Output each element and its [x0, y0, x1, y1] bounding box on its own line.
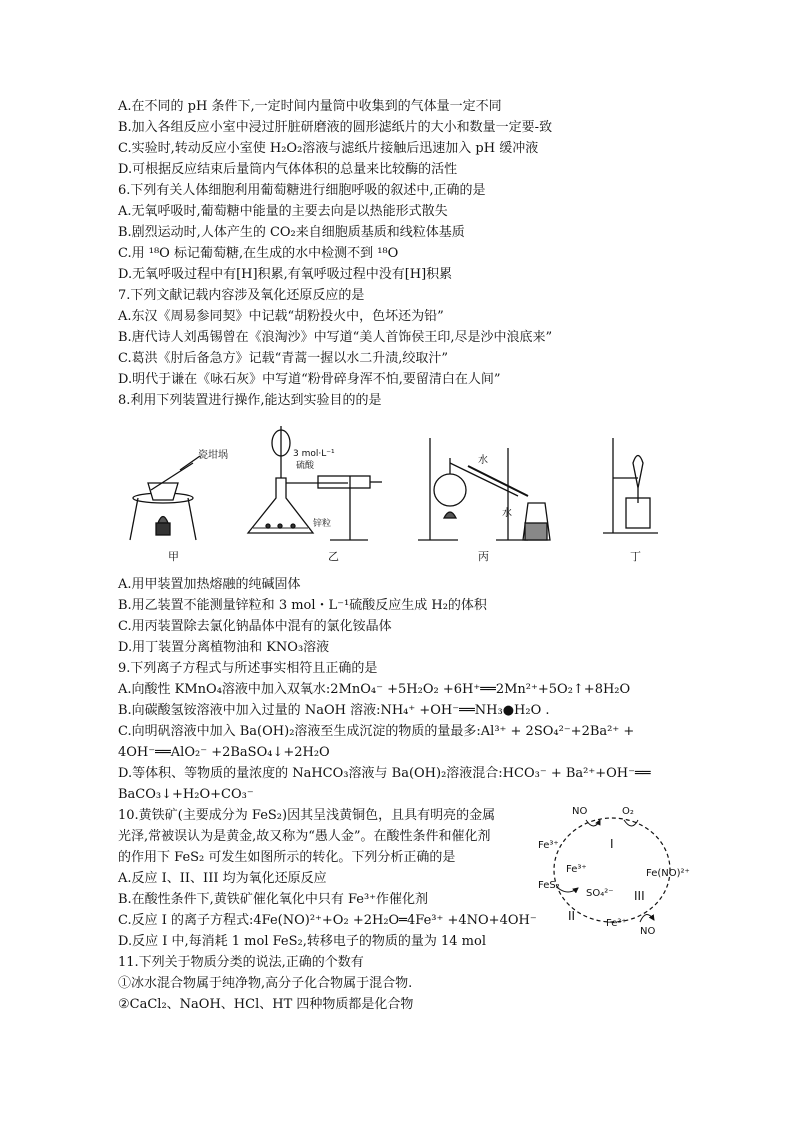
q6-option-d: D.无氧呼吸过程中有[H]积累,有氧呼吸过程中没有[H]积累	[118, 267, 453, 282]
q8-option-a: A.用甲装置加热熔融的纯碱固体	[118, 577, 301, 592]
q9-option-d-cont: BaCO₃↓+H₂O+CO₃⁻	[118, 787, 254, 802]
apparatus-figure	[118, 418, 678, 568]
q7-option-b: B.唐代诗人刘禹锡曾在《浪淘沙》中写道“美人首饰侯王印,尽是沙中浪底来”	[118, 330, 553, 345]
q7-option-c: C.葛洪《肘后备急方》记载“青蒿一握以水二升渍,绞取汁”	[118, 351, 449, 366]
label-jia: 甲	[168, 550, 179, 563]
q11-item-1: ①冰水混合物属于纯净物,高分子化合物属于混合物.	[118, 976, 413, 991]
label-yi: 乙	[328, 550, 339, 563]
q11-stem: 11.下列关于物质分类的说法,正确的个数有	[118, 955, 364, 970]
label-bing: 丙	[478, 550, 489, 563]
apparatus-jia	[130, 456, 200, 540]
reaction-i-label: I	[610, 837, 614, 851]
q5-option-b: B.加入各组反应小室中浸过肝脏研磨液的圆形滤纸片的大小和数量一定要-致	[118, 120, 553, 135]
q8-option-d: D.用丁装置分离植物油和 KNO₃溶液	[118, 640, 330, 655]
q7-stem: 7.下列文献记载内容涉及氧化还原反应的是	[118, 288, 365, 303]
water-out-label: 水	[502, 508, 512, 519]
q6-option-a: A.无氧呼吸时,葡萄糖中能量的主要去向是以热能形式散失	[118, 204, 448, 219]
q10-option-c: C.反应 I 的离子方程式:4Fe(NO)²⁺+O₂ +2H₂O═4Fe³⁺ +4NO+4OH⁻	[118, 913, 537, 928]
q10-stem-2: 光泽,常被误认为是黄金,故又称为“愚人金”。在酸性条件和催化剂	[118, 829, 491, 844]
q5-option-a: A.在不同的 pH 条件下,一定时间内量筒中收集到的气体量一定不同	[118, 99, 502, 114]
water-in-label: 水	[478, 455, 488, 466]
q9-stem: 9.下列离子方程式与所述事实相符且正确的是	[118, 661, 378, 676]
q9-option-d: D.等体积、等物质的量浓度的 NaHCO₃溶液与 Ba(OH)₂溶液混合:HCO₃⁻ + Ba²⁺+OH⁻══	[118, 766, 651, 781]
fe3-inner-label: Fe³⁺	[566, 864, 587, 875]
q10-stem-1: 10.黄铁矿(主要成分为 FeS₂)因其呈浅黄铜色，且具有明亮的金属	[118, 808, 496, 823]
q6-option-b: B.剧烈运动时,人体产生的 CO₂来自细胞质基质和线粒体基质	[118, 225, 465, 240]
fe2-label: Fe²⁺	[606, 918, 627, 929]
zinc-label: 锌粒	[313, 519, 332, 529]
q8-stem: 8.利用下列装置进行操作,能达到实验目的的是	[118, 393, 382, 408]
o2-label: O₂	[622, 806, 634, 817]
q11-item-2: ②CaCl₂、NaOH、HCl、HT 四种物质都是化合物	[118, 997, 414, 1012]
q9-option-b: B.向碳酸氢铵溶液中加入过量的 NaOH 溶液:NH₄⁺ +OH⁻══NH₃●H₂O .	[118, 703, 550, 718]
q10-option-d: D.反应 I 中,每消耗 1 mol FeS₂,转移电子的物质的量为 14 mol	[118, 934, 486, 949]
acid-conc-label: 3 mol·L⁻¹	[293, 449, 335, 459]
no-in-label: NO	[572, 806, 588, 817]
q5-option-c: C.实验时,转动反应小室使 H₂O₂溶液与滤纸片接触后迅速加入 pH 缓冲液	[118, 141, 539, 156]
q6-stem: 6.下列有关人体细胞利用葡萄糖进行细胞呼吸的叙述中,正确的是	[118, 183, 486, 198]
fe-no-label: Fe(NO)²⁺	[646, 868, 690, 879]
so4-label: SO₄²⁻	[586, 888, 614, 899]
reaction-iii-label: III	[634, 889, 645, 903]
reaction-cycle-diagram	[528, 796, 704, 938]
fe3-left-label: Fe³⁺	[538, 840, 559, 851]
q10-option-a: A.反应 I、II、III 均为氧化还原反应	[118, 871, 327, 886]
acid-label: 硫酸	[296, 461, 315, 471]
q7-option-d: D.明代于谦在《咏石灰》中写道“粉骨碎身浑不怕,要留清白在人间”	[118, 372, 501, 387]
q8-option-b: B.用乙装置不能测量锌粒和 3 mol・L⁻¹硫酸反应生成 H₂的体积	[118, 598, 487, 613]
apparatus-bing	[418, 438, 550, 540]
q10-stem-3: 的作用下 FeS₂ 可发生如图所示的转化。下列分析正确的是	[118, 850, 456, 865]
crucible-label: 瓷坩埚	[198, 450, 228, 461]
q8-option-c: C.用丙装置除去氯化钠晶体中混有的氯化铵晶体	[118, 619, 392, 634]
q10-option-b: B.在酸性条件下,黄铁矿催化氧化中只有 Fe³⁺作催化剂	[118, 892, 429, 907]
q5-option-d: D.可根据反应结束后量筒内气体体积的总量来比较酶的活性	[118, 162, 458, 177]
apparatus-ding	[603, 438, 658, 533]
fes2-label: FeS₂	[538, 880, 560, 891]
q9-option-c: C.向明矾溶液中加入 Ba(OH)₂溶液至生成沉淀的物质的量最多:Al³⁺ + 2SO₄²⁻+2Ba²⁺ +	[118, 724, 635, 739]
q6-option-c: C.用 ¹⁸O 标记葡萄糖,在生成的水中检测不到 ¹⁸O	[118, 246, 399, 261]
q7-option-a: A.东汉《周易参同契》中记载“胡粉投火中，色坏还为铅”	[118, 309, 444, 324]
q9-option-c-cont: 4OH⁻══AlO₂⁻ +2BaSO₄↓+2H₂O	[118, 745, 330, 760]
reaction-ii-label: II	[568, 909, 576, 923]
q9-option-a: A.向酸性 KMnO₄溶液中加入双氧水:2MnO₄⁻ +5H₂O₂ +6H⁺══2Mn²⁺+5O₂↑+8H₂O	[118, 682, 631, 697]
no-out-label: NO	[640, 926, 656, 937]
label-ding: 丁	[630, 550, 641, 563]
